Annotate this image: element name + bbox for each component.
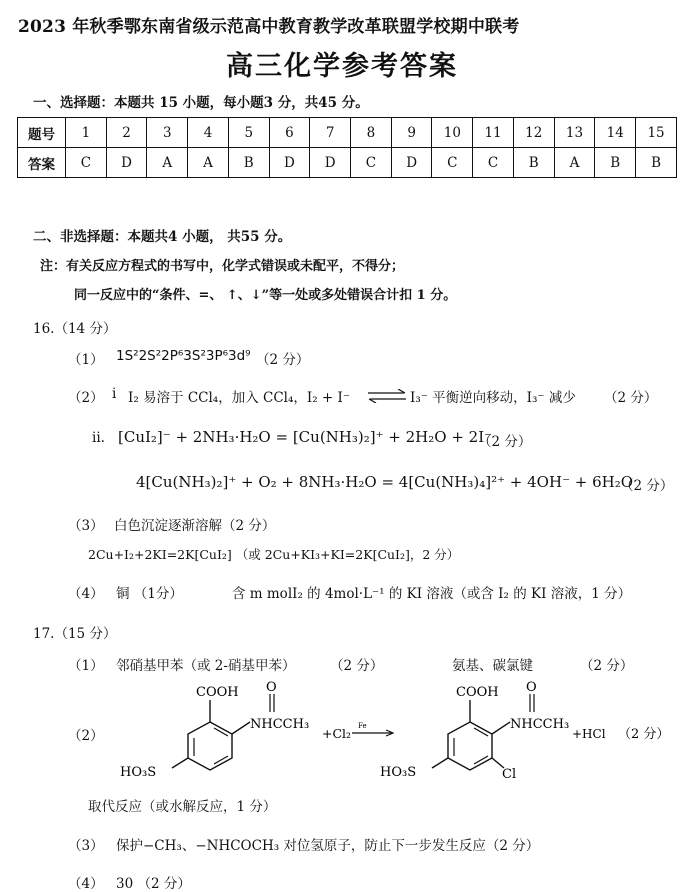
question-number-cell: 12 <box>513 118 554 148</box>
question-number-cell: 1 <box>66 118 107 148</box>
reactant-so3h-label: HO₃S <box>120 765 157 780</box>
q16-p1-number: （1） <box>68 352 104 368</box>
product-so3h-label: HO₃S <box>380 765 417 780</box>
q17-p3-number: （3） <box>68 838 104 854</box>
answer-table <box>17 117 677 178</box>
product-carbonyl-o-label: O <box>526 680 537 695</box>
q16-p1-score: （2 分） <box>256 352 310 368</box>
q17-p1-answer-b: 氨基、碳氯键 <box>452 658 533 674</box>
answer-cell: D <box>310 148 351 178</box>
answer-cell: B <box>228 148 269 178</box>
reactant-carbonyl-o-label: O <box>266 680 277 695</box>
product-structure <box>380 680 569 782</box>
row-label-answer: 答案 <box>18 148 66 178</box>
question-number-cell: 3 <box>147 118 188 148</box>
question-number-cell: 6 <box>269 118 310 148</box>
answer-cell: C <box>473 148 514 178</box>
question-number-cell: 13 <box>554 118 595 148</box>
question-number-cell: 15 <box>636 118 677 148</box>
q16-heading: 16.（14 分） <box>33 321 117 337</box>
answer-cell: C <box>351 148 392 178</box>
section1-title: 一、选择题：本题共 15 小题，每小题3 分，共45 分。 <box>33 95 369 111</box>
q16-p4-answer-a: 铜 （1分） <box>116 586 183 602</box>
q17-p4-text: 30 （2 分） <box>116 876 191 892</box>
q16-p1-configuration: 1S²2S²2P⁶3S²3P⁶3d⁹ <box>116 348 251 364</box>
product-chlorine-label: Cl <box>502 767 517 782</box>
answer-cell: C <box>66 148 107 178</box>
answer-cell: B <box>513 148 554 178</box>
question-number-cell: 5 <box>228 118 269 148</box>
q16-p2-i-text-a: I₂ 易溶于 CCl₄，加入 CCl₄，I₂ + I⁻ <box>128 390 350 406</box>
q16-p2-i-score: （2 分） <box>604 390 658 406</box>
q17-p3-text: 保护−CH₃、−NHCOCH₃ 对位氢原子，防止下一步发生反应（2 分） <box>116 838 540 854</box>
answer-cell: B <box>636 148 677 178</box>
q17-p1-answer-a-score: （2 分） <box>330 658 384 674</box>
table-row-answers <box>18 148 677 178</box>
question-number-cell: 14 <box>595 118 636 148</box>
answer-cell: C <box>432 148 473 178</box>
q16-p2-ii-equation-2: 4[Cu(NH₃)₂]⁺ + O₂ + 8NH₃·H₂O = 4[Cu(NH₃)₄]²⁺ + 4OH⁻ + 6H₂O <box>136 473 634 491</box>
question-number-cell: 8 <box>351 118 392 148</box>
answer-cell: A <box>147 148 188 178</box>
q17-heading: 17.（15 分） <box>33 626 117 642</box>
q16-p3-text: 白色沉淀逐渐溶解（2 分） <box>114 518 276 534</box>
q16-p3-equation: 2Cu+I₂+2KI=2K[CuI₂] （或 2Cu+KI₃+KI=2K[CuI₂]，2 分） <box>88 547 460 562</box>
q16-p2-ii-equation-2-score: （2 分） <box>620 478 674 494</box>
q16-p2-i-text-b: I₃⁻ 平衡逆向移动，I₃⁻ 减少 <box>410 390 576 406</box>
question-number-cell: 7 <box>310 118 351 148</box>
question-number-cell: 10 <box>432 118 473 148</box>
q16-p2-ii-label: ii. <box>92 430 105 446</box>
answer-key-title: 高三化学参考答案 <box>226 51 458 82</box>
question-number-cell: 9 <box>391 118 432 148</box>
question-number-cell: 4 <box>188 118 229 148</box>
q16-p4-answer-b: 含 m molI₂ 的 4mol·L⁻¹ 的 KI 溶液（或含 I₂ 的 KI 溶液，1 分） <box>232 586 632 602</box>
equilibrium-arrow-icon <box>366 389 408 403</box>
reactant-structure <box>120 680 309 780</box>
answer-cell: A <box>188 148 229 178</box>
question-number-cell: 11 <box>473 118 514 148</box>
q16-p2-ii-equation-1-score: （2 分） <box>478 434 532 450</box>
q17-p2-reaction-type: 取代反应（或水解反应，1 分） <box>88 799 277 815</box>
answer-cell: D <box>269 148 310 178</box>
product-amide-label: NHCCH₃ <box>510 717 570 732</box>
exam-title: 2023 年秋季鄂东南省级示范高中教育教学改革联盟学校期中联考 <box>18 17 520 37</box>
answer-cell: A <box>554 148 595 178</box>
answer-cell: B <box>595 148 636 178</box>
note-line-2: 同一反应中的“条件、=、 ↑、↓”等一处或多处错误合计扣 1 分。 <box>74 288 457 303</box>
section2-title: 二、非选择题：本题共4 小题， 共55 分。 <box>33 229 292 245</box>
q16-p2-i-label: i <box>112 386 117 402</box>
answer-cell: D <box>106 148 147 178</box>
note-line-1: 注：有关反应方程式的书写中，化学式错误或未配平，不得分； <box>40 259 405 274</box>
reactant-cooh-label: COOH <box>196 685 239 700</box>
row-label-number: 题号 <box>18 118 66 148</box>
q16-p2-ii-equation-1: [CuI₂]⁻ + 2NH₃·H₂O = [Cu(NH₃)₂]⁺ + 2H₂O + 2I⁻ <box>118 428 493 446</box>
q17-p2-score: （2 分） <box>618 727 670 742</box>
reaction-scheme <box>110 676 670 788</box>
q17-p1-answer-b-score: （2 分） <box>580 658 634 674</box>
q17-p4-number: （4） <box>68 876 104 892</box>
reactant-amide-label: NHCCH₃ <box>250 717 310 732</box>
question-number-cell: 2 <box>106 118 147 148</box>
product-hcl-label: +HCl <box>572 727 606 741</box>
table-row-numbers <box>18 118 677 148</box>
q17-p2-number: （2） <box>68 728 104 744</box>
q17-p1-answer-a: 邻硝基甲苯（或 2-硝基甲苯） <box>116 658 296 674</box>
q16-p4-number: （4） <box>68 586 104 602</box>
reagent-label: +Cl₂ <box>322 726 352 741</box>
q17-p1-number: （1） <box>68 658 104 674</box>
catalyst-label: Fe <box>358 722 367 730</box>
q16-p3-number: （3） <box>68 518 104 534</box>
product-cooh-label: COOH <box>456 685 499 700</box>
answer-cell: D <box>391 148 432 178</box>
reaction-arrow-icon <box>352 730 393 736</box>
q16-p2-number: （2） <box>68 390 104 406</box>
